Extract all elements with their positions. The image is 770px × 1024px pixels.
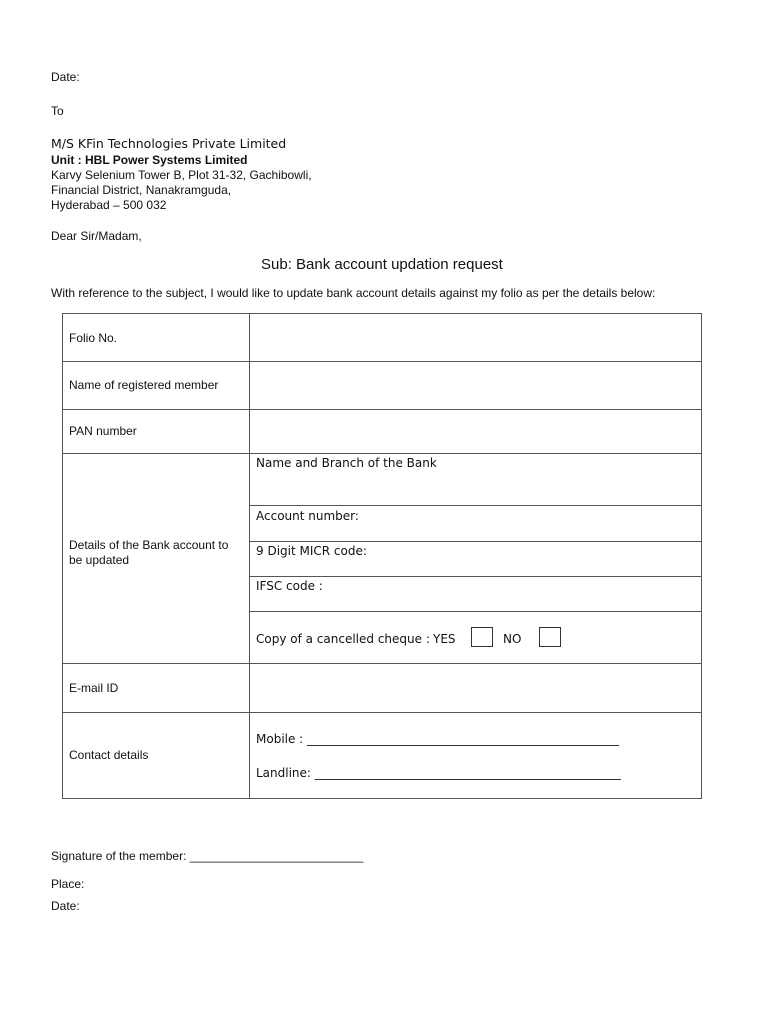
row-divider: [63, 409, 701, 410]
intro-paragraph: With reference to the subject, I would like to update bank account details against my folio as per the details below:: [51, 286, 656, 300]
pan-label: PAN number: [69, 424, 137, 438]
date-label: Date:: [51, 70, 80, 84]
subrow-divider: [249, 576, 701, 577]
email-field[interactable]: [251, 665, 700, 711]
bank-name-branch-label: Name and Branch of the Bank: [256, 456, 437, 470]
subject-line: Sub: Bank account updation request: [261, 256, 503, 273]
micr-code-label: 9 Digit MICR code:: [256, 544, 367, 558]
yes-checkbox[interactable]: [471, 627, 493, 647]
subrow-divider: [249, 611, 701, 612]
member-name-label: Name of registered member: [69, 378, 219, 392]
salutation: Dear Sir/Madam,: [51, 229, 142, 243]
bank-details-form-table: [62, 313, 702, 799]
no-label: NO: [503, 632, 522, 646]
address-line-1: Karvy Selenium Tower B, Plot 31-32, Gachibowli,: [51, 168, 312, 182]
no-checkbox[interactable]: [539, 627, 561, 647]
row-divider: [63, 361, 701, 362]
footer-date-label: Date:: [51, 899, 80, 913]
folio-label: Folio No.: [69, 331, 118, 345]
signature-line[interactable]: Signature of the member: __________________________: [51, 849, 364, 863]
company-name: M/S KFin Technologies Private Limited: [51, 136, 287, 151]
pan-field[interactable]: [251, 411, 700, 452]
unit-name: Unit : HBL Power Systems Limited: [51, 153, 248, 167]
cancelled-cheque-label: Copy of a cancelled cheque :: [256, 632, 430, 646]
address-line-2: Financial District, Nanakramguda,: [51, 183, 232, 197]
folio-field[interactable]: [251, 315, 700, 360]
bank-details-label-line2: be updated: [69, 553, 130, 567]
subrow-divider: [249, 541, 701, 542]
account-number-label: Account number:: [256, 509, 359, 523]
row-divider: [63, 663, 701, 664]
address-line-3: Hyderabad – 500 032: [51, 198, 167, 212]
email-label: E-mail ID: [69, 681, 119, 695]
row-divider: [63, 712, 701, 713]
yes-label: YES: [433, 632, 456, 646]
mobile-field[interactable]: Mobile : ____________________________________________________: [256, 732, 620, 746]
bank-details-label-line1: Details of the Bank account to: [69, 538, 229, 552]
subrow-divider: [249, 505, 701, 506]
row-divider: [63, 453, 701, 454]
ifsc-code-label: IFSC code :: [256, 579, 323, 593]
to-label: To: [51, 104, 64, 118]
place-label: Place:: [51, 877, 85, 891]
landline-field[interactable]: Landline: ___________________________________________________: [256, 766, 621, 780]
member-name-field[interactable]: [251, 363, 700, 408]
contact-details-label: Contact details: [69, 748, 149, 762]
column-divider: [249, 314, 250, 798]
